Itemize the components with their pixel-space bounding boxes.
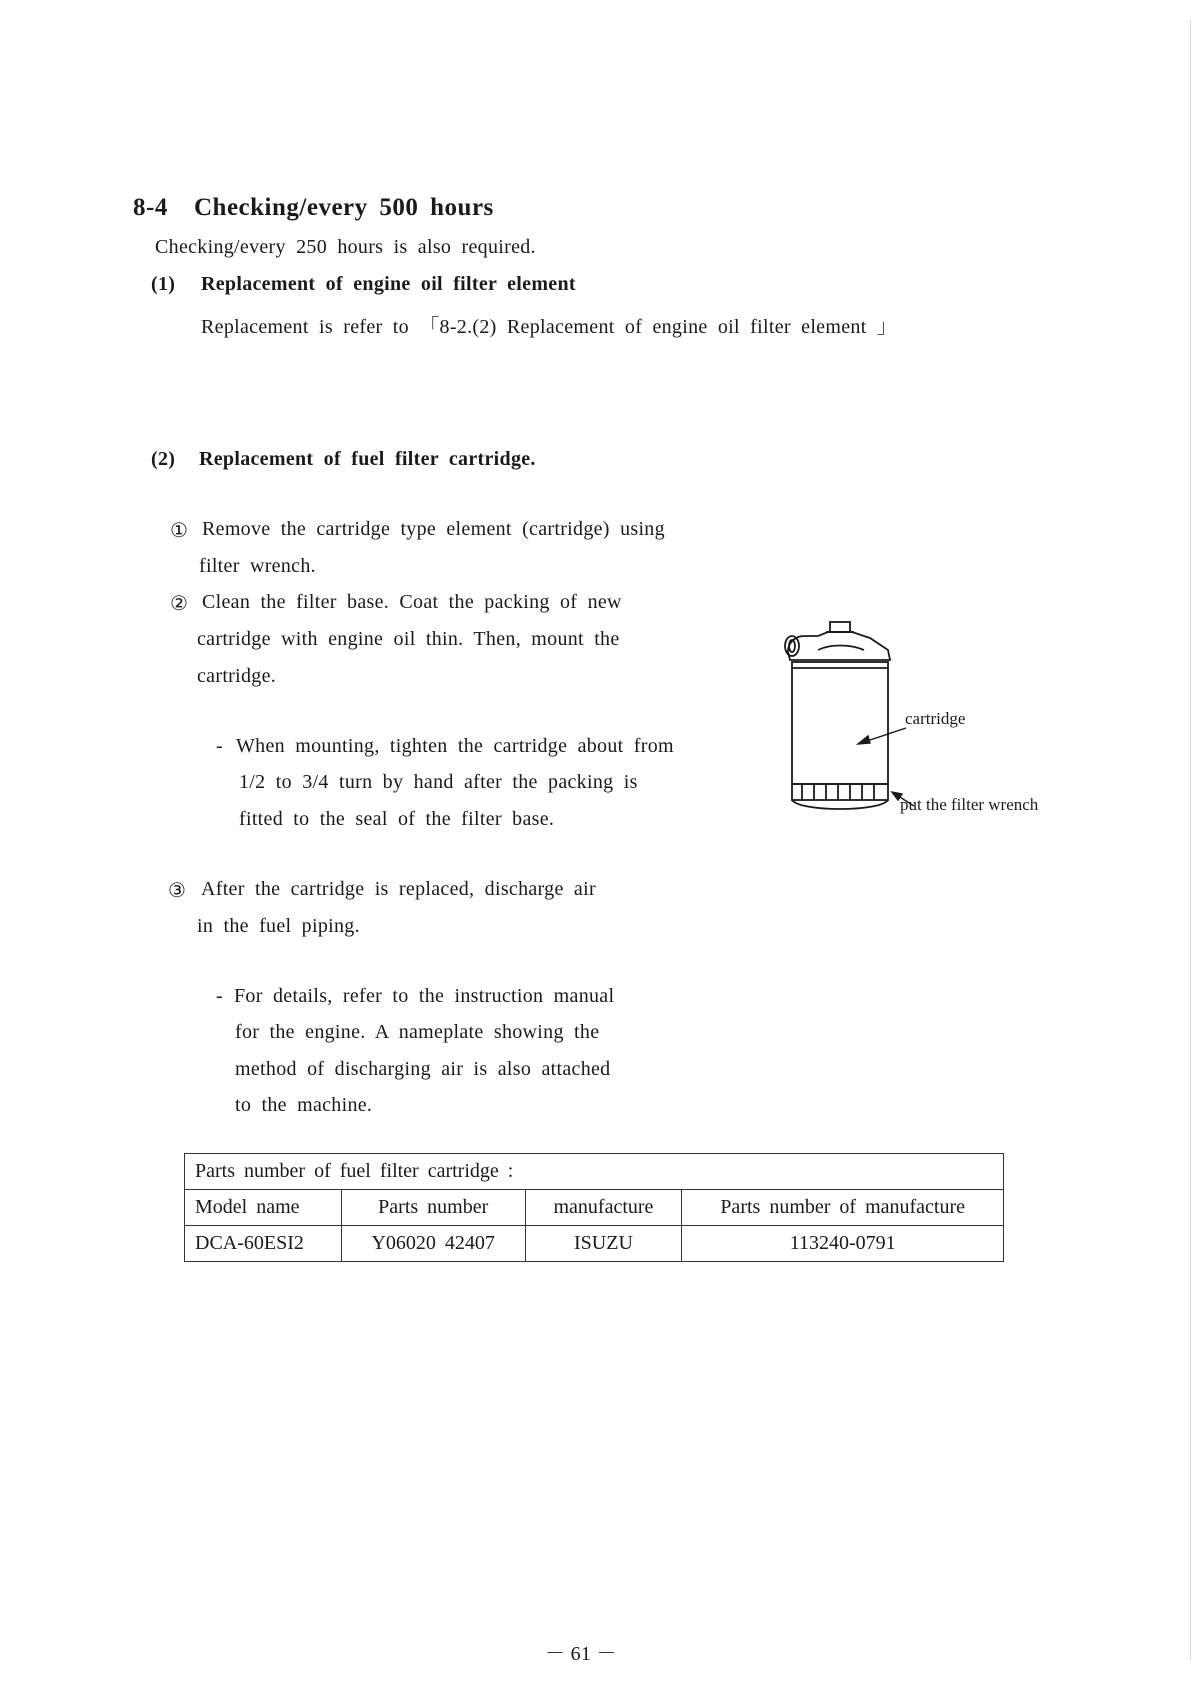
- step3-note-dash: -: [216, 985, 223, 1007]
- parts-table: [184, 1153, 1004, 1262]
- step2-line1: Clean the filter base. Coat the packing of new: [202, 591, 622, 613]
- step2-note-line1: When mounting, tighten the cartridge about from: [236, 735, 674, 757]
- item2-title: Replacement of fuel filter cartridge.: [199, 448, 536, 470]
- step3-line2: in the fuel piping.: [197, 915, 360, 937]
- step3-marker: ③: [168, 880, 187, 902]
- cell-manufacture: ISUZU: [525, 1226, 682, 1262]
- step2-line3: cartridge.: [197, 665, 277, 687]
- section-title: Checking/every 500 hours: [194, 194, 494, 221]
- step2-marker: ②: [170, 593, 189, 615]
- fuel-filter-diagram: [780, 610, 920, 830]
- header-model-name: Model name: [185, 1190, 342, 1226]
- step3-note-line2: for the engine. A nameplate showing the: [235, 1021, 600, 1043]
- step3-line1: After the cartridge is replaced, discharge air: [201, 878, 596, 900]
- header-parts-number-of-manufacture: Parts number of manufacture: [682, 1190, 1004, 1226]
- step2-line2: cartridge with engine oil thin. Then, mount the: [197, 628, 620, 650]
- section-note: Checking/every 250 hours is also required.: [155, 236, 536, 258]
- step2-note-line2: 1/2 to 3/4 turn by hand after the packing is: [239, 771, 638, 793]
- table-caption: Parts number of fuel filter cartridge :: [185, 1154, 1004, 1190]
- table-header-row: [185, 1190, 1004, 1226]
- step1-marker: ①: [170, 520, 189, 542]
- filter-top-fitting-icon: [830, 622, 850, 632]
- cell-parts-number: Y06020 42407: [341, 1226, 525, 1262]
- section-number: 8-4: [133, 194, 168, 221]
- cartridge-body-icon: [792, 662, 888, 784]
- cell-parts-number-of-manufacture: 113240-0791: [682, 1226, 1004, 1262]
- item1-text: Replacement is refer to 「8-2.(2) Replacement of engine oil filter element 」: [201, 316, 898, 338]
- step3-note-line4: to the machine.: [235, 1094, 373, 1116]
- label-cartridge: cartridge: [905, 709, 966, 728]
- table-caption-row: [185, 1154, 1004, 1190]
- cell-model-name: DCA-60ESI2: [185, 1226, 342, 1262]
- step1-line1: Remove the cartridge type element (cartridge) using: [202, 518, 665, 540]
- page-edge: [1190, 20, 1191, 1660]
- step3-note-line3: method of discharging air is also attached: [235, 1058, 611, 1080]
- header-manufacture: manufacture: [525, 1190, 682, 1226]
- item1-title: Replacement of engine oil filter element: [201, 273, 576, 295]
- step3-note-line1: For details, refer to the instruction manual: [234, 985, 615, 1007]
- step2-note-dash: -: [216, 735, 223, 757]
- step1-line2: filter wrench.: [199, 555, 316, 577]
- header-parts-number: Parts number: [341, 1190, 525, 1226]
- item1-label: (1): [151, 273, 176, 295]
- page-number: － 61 －: [545, 1643, 617, 1665]
- item2-label: (2): [151, 448, 176, 470]
- table-row: [185, 1226, 1004, 1262]
- step2-note-line3: fitted to the seal of the filter base.: [239, 808, 555, 830]
- label-filter-wrench: put the filter wrench: [900, 795, 1039, 814]
- cartridge-leader-arrow-icon: [858, 728, 906, 744]
